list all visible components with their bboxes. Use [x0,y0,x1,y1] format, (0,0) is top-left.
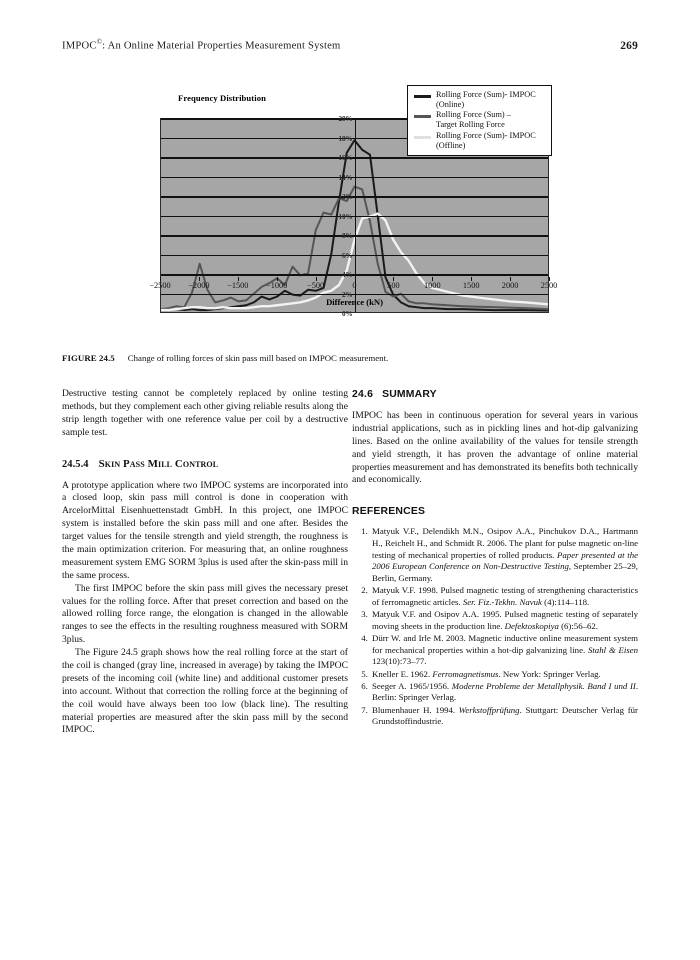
legend-label-target: Rolling Force (Sum) – Target Rolling Force [436,110,511,130]
legend-item-offline [413,131,546,150]
heading-number: 24.5.4 [62,458,89,470]
reference-item: 5. Kneller E. 1962. Ferromagnetismus. New York: Springer Verlag. [370,669,638,681]
legend-label-online: Rolling Force (Sum)- IMPOC (Online) [436,90,536,109]
heading-title: Skin Pass Mill Control [98,457,219,470]
paragraph-prototype-application: A prototype application where two IMPOC systems are incorporated into a closed loop, skin pass mill control is done in cooperation with ArcelorMittal Eisenhuettenstadt GmbH. In this project, one IMPOC system is installed before the skin pass mill and one after. Besides the target values for the tensile strength and yield strength, the roughness is the main optimization criterion. For measuring that, an online roughness measurement system EMG SORM 3plus is used after the skin-pass mill in the same process. [62,479,348,581]
chart-y-tick-label: 20% [338,115,353,123]
chart-x-tick-label: 0 [352,281,357,290]
chart-x-tick-label: 1000 [424,281,441,290]
legend-swatch-offline [414,136,431,139]
chart-y-tick-label: 16% [338,154,353,162]
chart-x-tick-label: −1500 [227,281,249,290]
chart-y-tick-label: 4% [342,271,353,279]
figure-caption [62,353,638,364]
heading-24-5-4 [62,457,348,472]
reference-list [352,526,638,728]
chart-y-tick-label: 14% [338,173,353,182]
summary-heading-number: 24.6 [352,389,374,400]
paragraph-figure-explanation: The Figure 24.5 graph shows how the real rolling force at the start of the coil is changed (gray line, increased in average) by taking the IMPOC presets of the incoming coil (white line) and additional customer presets into account. Without that correction the rolling force at the beginning of the coil would have always been too low (black line). The resulting material properties are measured after the skin pass mill by the second IMPOC. [62,647,348,736]
chart-x-tick-label: −1000 [266,281,288,290]
chart-y-tick-label: 2% [342,290,353,299]
chart-y-tick-label: 8% [342,232,353,240]
legend-swatch-target [414,115,431,118]
chart-y-tick-label: 12% [338,193,353,201]
paragraph-summary: IMPOC has been in continuous operation for several years in various industrial applications, such as in pickling lines and hot-dip galvanizing lines. Based on the online availability of the values for tensile strength and yield strength, it has proven the advantage of online material properties measurement and has demonstrated its benefits both technically and economically. [352,409,638,486]
chart-x-tick-label: 2500 [540,281,558,290]
chart-legend [407,85,552,156]
figure-caption-text: Change of rolling forces of skin pass mill based on IMPOC measurement. [127,353,389,363]
heading-24-6-summary [352,388,638,402]
reference-item: 7. Blumenhauer H. 1994. Werkstoffprüfung. Stuttgart: Deutscher Verlag für Grundstoffindustrie. [370,705,638,728]
running-head-title: IMPOC©: An Online Material Properties Measurement System [62,38,341,52]
chart-x-tick-label: 1500 [462,281,480,290]
reference-item: 2. Matyuk V.F. 1998. Pulsed magnetic testing of strengthening characteristics of ferromagnetic articles. Ser. Fiz.-Tekhn. Navuk (4):114–118. [370,585,638,608]
reference-item: 6. Seeger A. 1965/1956. Moderne Probleme der Metallphysik. Band I und II. Berlin: Springer Verlag. [370,681,638,704]
paragraph-first-impoc: The first IMPOC before the skin pass mill gives the necessary preset values for the rolling force. After that preset correction and based on the allowed rolling force range, the elongation is changed in the allowable ranges to see the effects in the resulting roughness measured with SORM 3plus. [62,582,348,646]
reference-item: 3. Matyuk V.F. and Osipov A.A. 1995. Pulsed magnetic testing of separately moving sheets in the production line. Defektoskopiya (6):56–62. [370,609,638,632]
x-axis-label: Difference (kN) [326,297,383,307]
chart-x-tick-label: −500 [307,281,325,290]
right-column [352,388,638,729]
chart-y-tick-label: 0% [342,310,353,318]
running-head [62,38,638,52]
summary-heading-title: SUMMARY [382,389,437,400]
paragraph-destructive-testing: Destructive testing cannot be completely replaced by online testing methods, but they complement each other giving reliable results along the strip length together with one reference value per coil by a destructive sample test. [62,388,348,438]
chart-x-tick-label: −2000 [188,281,210,290]
chart-y-tick-label: 6% [342,251,353,260]
heading-references: REFERENCES [352,506,426,518]
legend-swatch-online [414,95,431,98]
chart-y-tick-label: 10% [338,212,353,221]
chart-title: Frequency Distribution [178,93,266,103]
left-column [62,388,348,737]
page-number: 269 [620,39,638,52]
legend-label-offline: Rolling Force (Sum)- IMPOC (Offline) [436,130,536,150]
legend-item-online [413,90,546,109]
figure-24-5 [62,82,638,332]
chart-x-tick-label: −2500 [149,281,171,290]
chart-x-tick-label: 2000 [501,281,519,290]
reference-item: 4. Dürr W. and Irle M. 2003. Magnetic inductive online measurement system for mechanical properties within a hot-dip galvanizing line. Stahl & Eisen 123(10):73–77. [370,633,638,668]
figure-caption-label: FIGURE 24.5 [62,353,115,363]
reference-item: 1. Matyuk V.F., Delendikh M.N., Osipov A.A., Pinchukov D.A., Hartmann H., Reichelt H., and Schmidt R. 2006. The plant for pulse magnetic on-line testing of mechanical properties of rolled products. Paper presented at the 2006 European Conference on Non-Destructive Testing, September 25–29, Berlin, Germany. [370,526,638,584]
chart-x-tick-label: 500 [387,281,400,290]
chart-y-tick-label: 18% [338,134,353,143]
copyright-symbol: © [96,38,103,46]
legend-item-target [413,110,546,129]
